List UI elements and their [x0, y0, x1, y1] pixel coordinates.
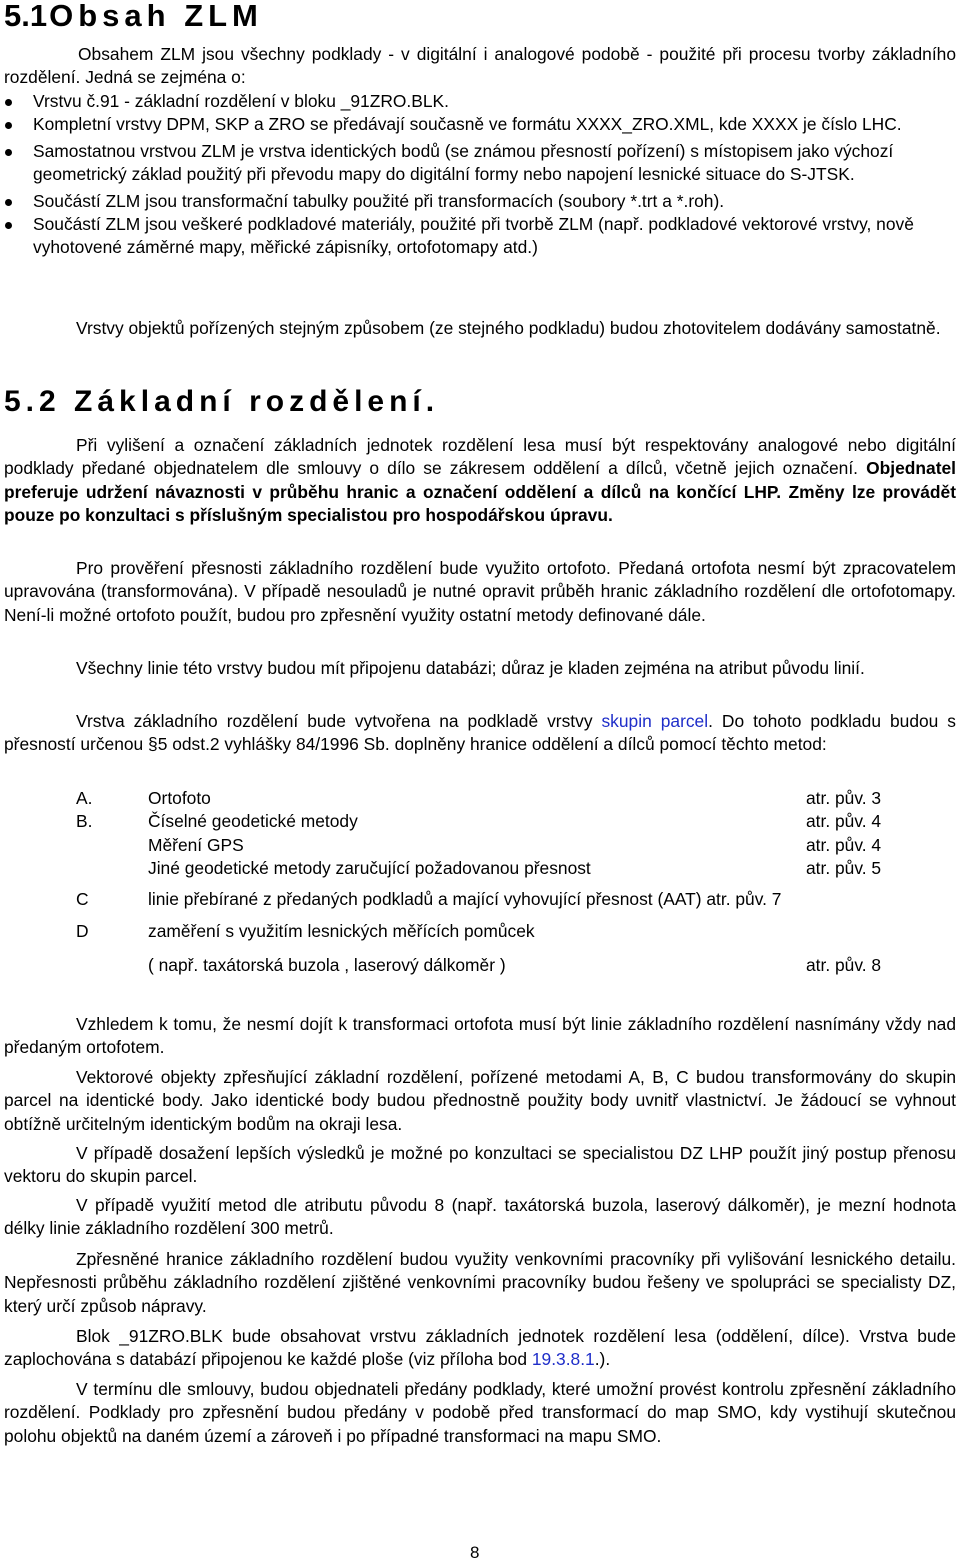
- table-row: [4, 787, 898, 810]
- paragraph-text: . Do tohoto podkladu budou s přesností určenou §5 odst.2 vyhlášky 84/1996 Sb. doplněny hranice oddělení a dílců pomocí těchto metod:: [4, 711, 957, 755]
- method-key: [4, 857, 148, 880]
- table-row: [4, 945, 898, 979]
- paragraph-11: V termínu dle smlouvy, budou objednateli předány podklady, které umožní provést kontrolu zpřesnění základního rozdělení. Podklady pro zpřesnění budou předány v podobě před transformací do map SMO, kdy vystihují skutečnou polohu objektů na daném území a zároveň i po případné transformaci na mapu SMO.: [4, 1379, 956, 1446]
- table-row: [4, 810, 898, 833]
- table-row: [4, 913, 898, 945]
- intro-paragraph: Obsahem ZLM jsou všechny podklady - v digitální i analogové podobě - použité při procesu tvorby základního rozdělení. Jedná se zejména o:: [4, 44, 956, 88]
- section-number: 5.1: [4, 0, 48, 33]
- paragraph-text: .).: [594, 1349, 611, 1370]
- method-label: Jiné geodetické metody zaručující požadovanou přesnost: [148, 858, 591, 879]
- method-label: Ortofoto: [148, 788, 211, 808]
- bullet-text: Součástí ZLM jsou veškeré podkladové materiály, použité při tvorbě ZLM (např. podkladové vektorové vrstvy, nově vyhotovené záměrné mapy, měřické zápisníky, ortofotomapy atd.): [33, 214, 914, 258]
- bullet-text: Kompletní vrstvy DPM, SKP a ZRO se předávají současně ve formátu XXXX_ZRO.XML, kde XXXX je číslo LHC.: [33, 114, 902, 135]
- methods-table: [4, 787, 898, 979]
- attachment-link[interactable]: 19.3.8.1: [531, 1349, 595, 1370]
- bullet-icon: [5, 149, 12, 156]
- paragraph-3: Všechny linie této vrstvy budou mít připojenu databázi; důraz je kladen zejména na atribut původu linií.: [76, 658, 865, 678]
- paragraph-6: Vektorové objekty zpřesňující základní rozdělení, pořízené metodami A, B, C budou transformovány do skupin parcel na identické body. Jako identické body budou přednostně použity body uvnitř vlastnictví. Je žádoucí se vyhnout obtížně určitelným identickým bodům na okraji lesa.: [4, 1067, 956, 1134]
- bullet-item: [4, 90, 956, 113]
- paragraph-text: Vrstva základního rozdělení bude vytvořena na podkladě vrstvy: [76, 711, 602, 731]
- bullet-item: [4, 140, 956, 187]
- section-heading-5-1: [4, 0, 263, 34]
- bullet-text: Samostatnou vrstvou ZLM je vrstva identických bodů (se známou přesností pořízení) s místopisem jako výchozí geometrický základ použitý při převodu mapy do digitální formy nebo napojení lesnické situace do S-JTSK.: [33, 140, 894, 185]
- method-label: ( např. taxátorská buzola , laserový dálkoměr ): [148, 954, 506, 975]
- bullet-icon: [5, 222, 12, 229]
- emphasis-text: Objednatel preferuje udržení návaznosti v průběhu hranic a označení oddělení a dílců na končící LHP. Změny lze provádět pouze po konzultaci s příslušným specialistou pro hospodářskou úpravu.: [4, 458, 956, 526]
- paragraph-4: [4, 710, 956, 757]
- method-label: Číselné geodetické metody: [148, 811, 358, 832]
- page-number: 8: [470, 1543, 480, 1562]
- method-label: Měření GPS: [148, 834, 244, 855]
- method-key: C: [76, 888, 89, 909]
- method-attr: atr. pův. 4: [806, 834, 882, 855]
- method-attr: atr. pův. 3: [806, 788, 882, 808]
- paragraph-2: Pro prověření přesnosti základního rozdělení bude využito ortofoto. Předaná ortofota nesmí být zpracovatelem upravována (transformována). V případě nesouladů je nutné opravit průběh hranic základního rozdělení dle ortofotomapy. Není-li možné ortofoto použít, budou pro zpřesnění využity ostatní metody definované dále.: [4, 558, 956, 625]
- bullet-text: Vrstvu č.91 - základní rozdělení v bloku _91ZRO.BLK.: [33, 91, 449, 111]
- method-key: D: [76, 920, 89, 941]
- content-bullet-list: [4, 90, 956, 260]
- bullet-icon: [5, 199, 12, 206]
- paragraph-5: Vzhledem k tomu, že nesmí dojít k transformaci ortofota musí být linie základního rozdělení nasnímány vždy nad předaným ortofotem.: [4, 1014, 956, 1058]
- paragraph-9: Zpřesněné hranice základního rozdělení budou využity venkovními pracovníky při vylišování lesnického detailu. Nepřesnosti průběhu základního rozdělení zjištěné venkovními pracovníky budou řešeny ve spolupráci se specialisty DZ, který určí způsob nápravy.: [4, 1249, 956, 1316]
- method-key: [4, 945, 148, 979]
- paragraph-7: V případě dosažení lepších výsledků je možné po konzultaci se specialistou DZ LHP použít jiný postup přenosu vektoru do skupin parcel.: [4, 1143, 956, 1187]
- paragraph-text: Blok _91ZRO.BLK bude obsahovat vrstvu základních jednotek rozdělení lesa (oddělení, dílce). Vrstva bude zaplochována s databází připojenou ke každé ploše (viz příloha bod: [4, 1326, 956, 1370]
- table-row: [4, 834, 898, 857]
- paragraph-10: [4, 1325, 956, 1372]
- section-title: Obsah ZLM: [49, 0, 263, 33]
- method-key: [4, 834, 148, 857]
- paragraph-8: V případě využití metod dle atributu původu 8 (např. taxátorská buzola, laserový dálkoměr), je mezní hodnota délky linie základního rozdělení 300 metrů.: [4, 1195, 956, 1239]
- table-row: [4, 881, 898, 913]
- method-attr: atr. pův. 8: [806, 954, 882, 975]
- bullet-item: [4, 213, 956, 260]
- bullet-icon: [5, 122, 12, 129]
- method-attr: atr. pův. 5: [806, 858, 882, 879]
- table-row: [4, 857, 898, 880]
- paragraph-text: Při vylišení a označení základních jednotek rozdělení lesa musí být respektovány analogové nebo digitální podklady předané objednatelem dle smlouvy o dílo se zákresem oddělení a dílců, včetně jejich označení.: [4, 435, 956, 479]
- paragraph-1: [4, 434, 956, 528]
- bullet-item: [4, 190, 956, 213]
- bullet-item: [4, 113, 956, 136]
- method-label: zaměření s využitím lesnických měřících pomůcek: [148, 920, 535, 941]
- bullet-icon: [5, 99, 12, 106]
- section-heading-5-2: 5.2 Základní rozdělení.: [4, 385, 440, 418]
- bullet-text: Součástí ZLM jsou transformační tabulky použité při transformacích (soubory *.trt a *.roh).: [33, 190, 725, 211]
- method-attr: atr. pův. 4: [806, 811, 882, 832]
- closing-paragraph: Vrstvy objektů pořízených stejným způsobem (ze stejného podkladu) budou zhotovitelem dodávány samostatně.: [76, 318, 941, 338]
- method-label: linie přebírané z předaných podkladů a mající vyhovující přesnost (AAT) atr. pův. 7: [148, 888, 782, 909]
- method-key: B.: [76, 811, 93, 832]
- skupin-parcel-link[interactable]: skupin parcel: [601, 711, 709, 731]
- method-key: A.: [76, 788, 93, 808]
